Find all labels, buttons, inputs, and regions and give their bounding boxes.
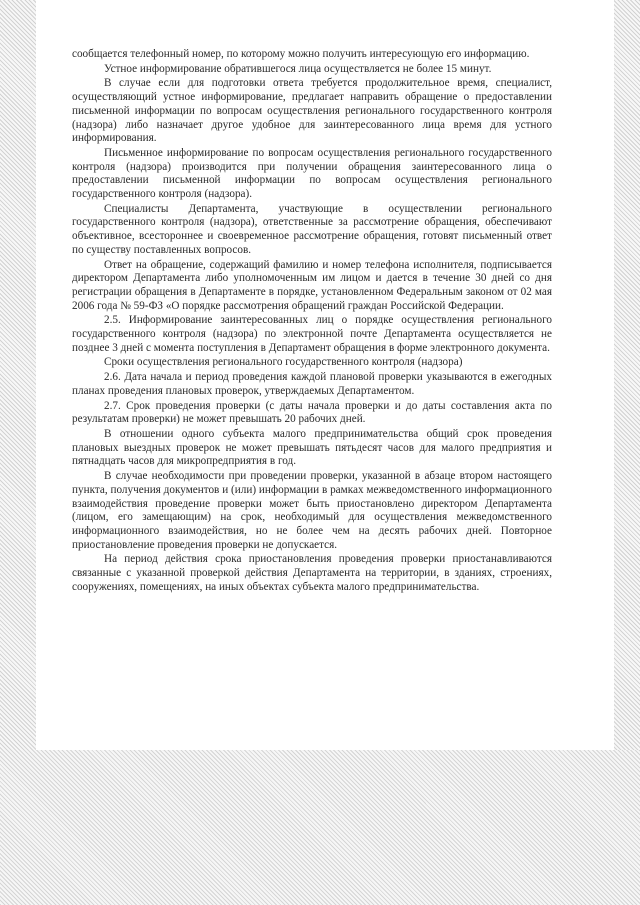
paragraph-10: 2.7. Срок проведения проверки (с даты начала проверки и до даты составления акта по результатам проверки) не может превышать 20 рабочих дней. — [72, 399, 552, 426]
scan-edge-bottom — [0, 750, 640, 905]
paragraph-11: В отношении одного субъекта малого предпринимательства общий срок проведения плановых выездных проверок не может превышать пятьдесят часов для малого предприятия и пятнадцать часов для микропредприятия в год. — [72, 427, 552, 468]
paragraph-7: 2.5. Информирование заинтересованных лиц о порядке осуществления регионального государственного контроля (надзора) по электронной почте Департамента осуществляется не позднее 3 дней с момента поступления в Департамент обращения в форме электронного документа. — [72, 314, 552, 354]
paragraph-3: В случае если для подготовки ответа требуется продолжительное время, специалист, осуществляющий устное информирование, предлагает направить обращение о предоставлении письменной информации по вопросам осуществления регионального государственного контроля (надзора) либо назначает другое удобное для заинтересованного лица время для устного информирования. — [72, 77, 552, 145]
document-body — [72, 48, 552, 595]
paragraph-4: Письменное информирование по вопросам осуществления регионального государственного контроля (надзора) производится при получении обращения заинтересованного лица о предоставлении письменной информации по вопросам осуществления регионального государственного контроля (надзора). — [72, 146, 552, 201]
paragraph-5: Специалисты Департамента, участвующие в осуществлении регионального государственного контроля (надзора), ответственные за рассмотрение обращения, обеспечивают объективное, всестороннее и своевременное рассмотрение обращения, готовят письменный ответ по существу поставленных вопросов. — [72, 202, 552, 256]
paragraph-9: 2.6. Дата начала и период проведения каждой плановой проверки указываются в ежегодных планах проведения плановых проверок, утверждаемых Департаментом. — [72, 371, 552, 397]
paragraph-2: Устное информирование обратившегося лица осуществляется не более 15 минут. — [104, 62, 492, 75]
paragraph-12: В случае необходимости при проведении проверки, указанной в абзаце втором настоящего пункта, получения документов и (или) информации в рамках межведомственного информационного взаимодействия проведение проверки может быть приостановлено директором Департамента (лицом, его замещающим) на срок, необходимый для осуществления межведомственного информационного взаимодействия, но не более чем на десять рабочих дней. Повторное приостановление проведения проверки не допускается. — [72, 470, 552, 551]
paragraph-1: сообщается телефонный номер, по которому можно получить интересующую его информацию. — [72, 48, 530, 60]
section-heading-terms: Сроки осуществления регионального государственного контроля (надзора) — [104, 356, 463, 369]
paragraph-6: Ответ на обращение, содержащий фамилию и номер телефона исполнителя, подписывается директором Департамента либо уполномоченным им лицом и дается в течение 30 дней со дня регистрации обращения в Департаменте в порядке, установленном Федеральным законом от 02 мая 2006 года № 59-ФЗ «О порядке рассмотрения обращений граждан Российской Федерации. — [72, 258, 552, 312]
paragraph-13: На период действия срока приостановления проведения проверки приостанавливаются связанные с указанной проверкой действия Департамента на территории, в зданиях, строениях, сооружениях, помещениях, на иных объектах субъекта малого предпринимательства. — [72, 553, 552, 593]
